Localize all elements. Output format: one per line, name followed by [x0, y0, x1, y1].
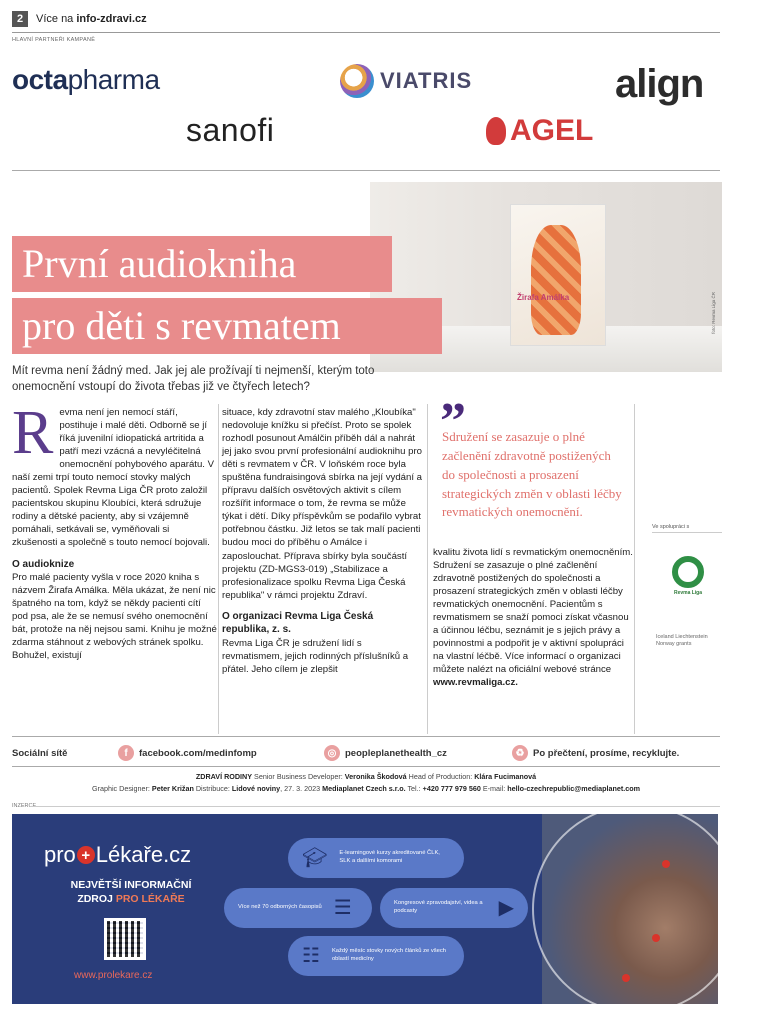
- imprint-company: Mediaplanet Czech s.r.o.: [322, 784, 406, 793]
- imprint-name: Veronika Škodová: [344, 772, 407, 781]
- imprint-line-1: [12, 772, 720, 781]
- cooperation-label: Ve spolupráci s: [652, 524, 690, 530]
- qr-pattern: [107, 921, 143, 957]
- ad-tagline: [56, 878, 206, 906]
- divider: [12, 736, 720, 737]
- page-number: 2: [12, 11, 28, 27]
- ad-tagline-1: NEJVĚTŠÍ INFORMAČNÍ: [70, 879, 192, 891]
- dropcap: R: [12, 399, 54, 467]
- subheading: O audioknize: [12, 558, 75, 570]
- feature-journals: [224, 888, 372, 928]
- divider: [12, 766, 720, 767]
- headline-line-2: pro děti s revmatem: [12, 298, 442, 354]
- more-link[interactable]: [36, 13, 147, 25]
- revma-ring-icon: [672, 556, 704, 588]
- more-site[interactable]: info-zdravi.cz: [76, 13, 147, 25]
- sanofi-logo: sanofi: [186, 112, 275, 148]
- eea-grants-logo: Iceland Liechtenstein Norway grants: [656, 634, 708, 648]
- viatris-logo: [340, 64, 472, 98]
- paragraph: evma není jen nemocí stáří, postihuje i malé děti. Odborně se jí říká juvenilní idiopatická artritida a patří mezi vzácná a nevyléčitelná onemocnění pohybového aparátu. V naší zemi trpí touto nemocí stovky malých pacientů. Spolek Revma Liga ČR proto založil pacientskou skupinu Kloubíci, která sdružuje rodiny a dětské pacienty, aby si vzájemně pomáhali, setkávali se, vyměňovali si zkušenosti a společně s touto nemocí bojovali.: [12, 407, 215, 549]
- qr-code[interactable]: [104, 918, 146, 960]
- subheading: O organizaci Revma Liga Česká republika, z. s.: [222, 610, 374, 636]
- page-header: [12, 10, 147, 28]
- agel-mark-icon: [486, 117, 506, 145]
- imprint-name: Klára Fucimanová: [474, 772, 537, 781]
- hero-book-title: Žirafa Amálka: [517, 293, 570, 302]
- ad-dot: [622, 974, 630, 982]
- viatris-text: VIATRIS: [380, 68, 473, 93]
- ad-dot: [652, 934, 660, 942]
- imprint-title: ZDRAVÍ RODINY: [195, 772, 253, 781]
- social-bar: [12, 744, 720, 762]
- feature-text: Každý měsíc stovky nových článků ze všech oblastí medicíny: [331, 948, 446, 962]
- divider: [652, 532, 722, 533]
- feature-congress: [380, 888, 528, 928]
- imprint-line-2: [12, 784, 720, 793]
- facebook-text: facebook.com/medinfomp: [139, 747, 257, 759]
- graduation-cap-icon: 🎓︎: [302, 846, 328, 869]
- imprint-name: Peter Križan: [151, 784, 194, 793]
- facebook-icon: f: [118, 745, 134, 761]
- social-label: Sociální sítě: [12, 747, 68, 759]
- octapharma-logo: [12, 64, 160, 96]
- align-logo: align: [615, 62, 704, 106]
- ad-url[interactable]: www.prolekare.cz: [74, 970, 153, 981]
- imprint-phone: +420 777 979 560: [422, 784, 481, 793]
- article-column-2: [222, 406, 422, 676]
- imprint-label: E-mail:: [482, 784, 506, 793]
- list-icon: ☷: [302, 944, 320, 967]
- article-column-1: [12, 399, 217, 662]
- feature-text: E-learningové kurzy akreditované ČLK, SLK a dalšími komorami: [339, 850, 440, 864]
- paragraph: situace, kdy zdravotní stav malého „Kloubíka" nedovoluje knížku si přečíst. Proto se spolek rozhodl posunout Amálčin příběh dál a nahrát jej jako svou první profesionální audioknihu pro děti s revmatem v ČR. V loňském roce byla spuštěna fundraisingová sbírka na její vydání a přípravu dalších osvětových aktivit s cílem rozšířit informace o tom, že revma se může týkat i dětí. Díky příspěvkům se podařilo vybrat potřebnou částku. Již letos se tak malí pacienti budou moci do příběhu o Amálce i zaposlouchat. Příprava sbírky byla součástí projektu (ZD-MGS3-019) „Stabilizace a profesionalizace spolku Revma Liga Česká republika" v rámci projektu Zdraví.: [222, 407, 422, 601]
- facebook-link[interactable]: [118, 745, 324, 761]
- paragraph: Revma Liga ČR je sdružení lidí s revmatismem, jejich rodinných příslušníků a přátel. Jeho cílem je zlepšit: [222, 637, 409, 675]
- imprint-label: Graphic Designer:: [91, 784, 150, 793]
- document-icon: ☰: [333, 896, 352, 919]
- feature-elearning: [288, 838, 464, 878]
- feature-text: Více než 70 odborných časopisů: [238, 904, 322, 911]
- feature-articles: [288, 936, 464, 976]
- prolekare-ad[interactable]: [12, 814, 718, 1004]
- instagram-link[interactable]: [324, 745, 512, 761]
- lead-paragraph: Mít revma není žádný med. Jak jej ale prožívají ti nejmenší, kterým toto onemocnění vstoupí do života třebas již ve čtyřech letech?: [12, 365, 375, 393]
- column-divider: [218, 404, 219, 734]
- giraffe-illustration: [531, 225, 581, 335]
- ad-logo-a: pro: [44, 842, 76, 867]
- photo-credit: foto: Revma Liga ČR: [711, 292, 716, 334]
- octapharma-logo-a: octa: [12, 64, 68, 95]
- imprint-name: Lidové noviny: [231, 784, 281, 793]
- imprint-label: Senior Business Developer:: [254, 772, 343, 781]
- revma-liga-logo: [668, 556, 708, 596]
- recycle-icon: ♻: [512, 745, 528, 761]
- prolekare-logo: [44, 842, 191, 868]
- divider: [12, 170, 720, 171]
- ad-label: INZERCE: [12, 803, 37, 809]
- more-prefix: Více na: [36, 13, 77, 25]
- ad-tagline-highlight: PRO LÉKAŘE: [115, 893, 185, 906]
- imprint-date: , 27. 3. 2023: [280, 784, 321, 793]
- ad-logo-b: Lékaře.cz: [95, 842, 192, 867]
- feature-text: Kongresové zpravodajství, videa a podcasty: [394, 900, 483, 914]
- partners-label: HLAVNÍ PARTNEŘI KAMPANĚ: [12, 37, 96, 43]
- divider: [12, 32, 720, 33]
- imprint-label: Head of Production:: [408, 772, 473, 781]
- revma-logo-text: Revma Liga: [673, 590, 703, 596]
- octapharma-logo-b: pharma: [67, 64, 160, 95]
- pull-quote: Sdružení se zasazuje o plné začlenění zdravotně postižených do společnosti a prosazení strategických změn v oblasti léčby revmatických onemocnění.: [442, 429, 622, 520]
- quote-icon: ”: [440, 393, 466, 450]
- video-play-icon: ▶: [498, 896, 514, 919]
- column-divider: [634, 404, 635, 734]
- instagram-text: peopleplanethealth_cz: [345, 747, 447, 759]
- recycle-note: [512, 745, 679, 761]
- paragraph: Pro malé pacienty vyšla v roce 2020 kniha s názvem Žirafa Amálka. Měla ukázat, že není nic špatného na tom, když se někdy pacienti cítí pod psa, ale že se nemusí svého onemocnění bát, protože na něj nejsou sami. Knihu je možné zdarma stáhnout z webových stránek spolku. Bohužel, existují: [12, 572, 217, 662]
- headline-line-1: První audiokniha: [12, 236, 392, 292]
- ad-dot: [662, 860, 670, 868]
- column-divider: [427, 404, 428, 734]
- imprint-email[interactable]: hello-czechrepublic@mediaplanet.com: [507, 784, 641, 793]
- viatris-mark-icon: [340, 64, 374, 98]
- medical-cross-icon: +: [77, 846, 95, 864]
- agel-text: AGEL: [510, 114, 594, 147]
- imprint-label: Tel.:: [407, 784, 421, 793]
- ad-tagline-2: ZDROJ: [77, 893, 113, 906]
- divider: [30, 806, 720, 807]
- recycle-text: Po přečtení, prosíme, recyklujte.: [533, 747, 680, 759]
- agel-logo: [486, 114, 593, 148]
- paragraph: kvalitu života lidí s revmatickým onemocněním. Sdružení se zasazuje o plné začlenění zdravotně postižených do společnosti a prosazení strategických změn v oblasti léčby revmatických onemocnění. Pacientům s revmatismem se snaží pomoci získat včasnou a účinnou léčbu, seznámit je s jejich právy a povinnostmi a podpořit je v aktivní spolupráci na vlastní léčbě. Více informací o organizaci můžete nalézt na oficiální webové stránce: [433, 547, 633, 676]
- article-column-3: [433, 546, 633, 690]
- instagram-icon: ◎: [324, 745, 340, 761]
- imprint-label: Distribuce:: [195, 784, 230, 793]
- website-link[interactable]: www.revmaliga.cz.: [433, 677, 518, 689]
- hero-book: [510, 204, 606, 346]
